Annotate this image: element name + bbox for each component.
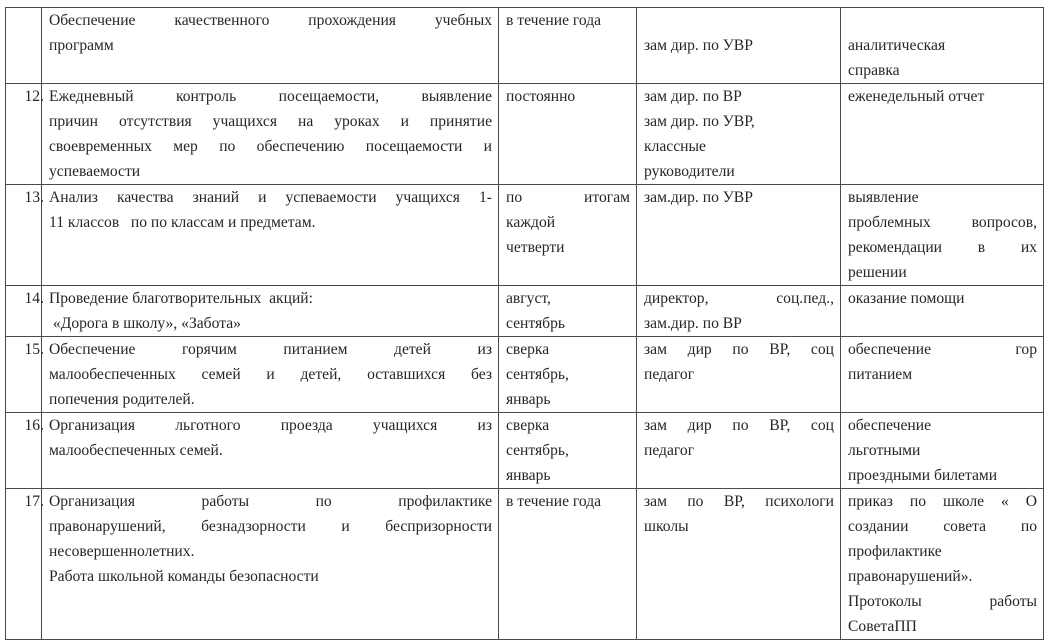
cell-text-line: справка — [848, 62, 900, 79]
cell-text-line: январь — [506, 467, 551, 484]
cell-text-line: сверка — [506, 417, 550, 434]
responsible-cell — [637, 8, 841, 84]
table-row — [6, 185, 1044, 286]
cell-text-line — [644, 8, 834, 33]
cell-text-line: малообеспеченных семей и детей, оставшихся без — [49, 366, 492, 383]
table-row — [6, 286, 1044, 337]
cell-text-line: «Дорога в школу», «Забота» — [49, 315, 241, 332]
cell-text-line: четверти — [506, 239, 565, 256]
cell-text-line: зам дир. по ВР — [644, 88, 742, 105]
cell-text-line: 11 классов по по классам и предметам. — [49, 214, 316, 231]
timing-cell — [499, 286, 637, 337]
document-page — [5, 7, 1044, 640]
cell-text-line: причин отсутствия учащихся на уроках и принятие — [49, 113, 492, 130]
row-number-cell — [6, 8, 42, 84]
table-body — [6, 8, 1044, 640]
activity-cell — [42, 489, 499, 640]
timing-cell — [499, 185, 637, 286]
cell-text-line: август, — [506, 290, 551, 307]
cell-text-line: руководители — [644, 163, 735, 180]
row-number-cell — [6, 84, 42, 185]
activity-cell — [42, 185, 499, 286]
cell-text-line: зам.дир. по ВР — [644, 315, 742, 332]
plan-table — [5, 7, 1044, 640]
cell-text-line: январь — [506, 391, 551, 408]
cell-text-line: каждой — [506, 214, 556, 231]
cell-text-line: правонарушений». — [848, 568, 973, 585]
cell-text-line: рекомендации в их — [848, 239, 1037, 256]
cell-text-line: Обеспечение горячим питанием детей из — [49, 341, 492, 358]
table-row — [6, 337, 1044, 413]
row-number-cell — [6, 185, 42, 286]
cell-text-line: Ежедневный контроль посещаемости, выявление — [49, 88, 492, 105]
cell-text-line: еженедельный отчет — [848, 88, 985, 105]
activity-cell — [42, 84, 499, 185]
cell-text-line: Обеспечение качественного прохождения учебных — [49, 12, 492, 29]
row-number: 16. — [24, 417, 44, 434]
row-number-cell — [6, 337, 42, 413]
cell-text-line: сентябрь, — [506, 366, 569, 383]
result-cell — [841, 337, 1044, 413]
result-cell — [841, 185, 1044, 286]
cell-text-line: проблемных вопросов, — [848, 214, 1037, 231]
cell-text-line: Работа школьной команды безопасности — [49, 568, 319, 585]
timing-cell — [499, 8, 637, 84]
responsible-cell — [637, 286, 841, 337]
cell-text-line — [848, 8, 1037, 33]
cell-text-line: обеспечение гор — [848, 341, 1037, 358]
cell-text-line: зам по ВР, психологи — [644, 493, 834, 510]
timing-cell — [499, 489, 637, 640]
cell-text-line: проездными билетами — [848, 467, 998, 484]
cell-text-line: сентябрь, — [506, 442, 569, 459]
row-number-cell — [6, 286, 42, 337]
cell-text-line: в течение года — [506, 12, 602, 29]
cell-text-line: Организация льготного проезда учащихся из — [49, 417, 492, 434]
responsible-cell — [637, 84, 841, 185]
timing-cell — [499, 413, 637, 489]
row-number: 13. — [24, 189, 44, 206]
row-number: 12. — [24, 88, 44, 105]
cell-text-line: Анализ качества знаний и успеваемости учащихся 1- — [49, 189, 492, 206]
cell-text-line: сентябрь — [506, 315, 566, 332]
cell-text-line: создании совета по — [848, 518, 1037, 535]
activity-cell — [42, 286, 499, 337]
cell-text-line: аналитическая — [848, 37, 946, 54]
cell-text-line: зам дир по ВР, соц — [644, 417, 834, 434]
cell-text-line: Проведение благотворительных акций: — [49, 290, 313, 307]
cell-text-line: зам.дир. по УВР — [644, 189, 753, 206]
activity-cell — [42, 8, 499, 84]
cell-text-line: педагог — [644, 442, 695, 459]
cell-text-line: программ — [49, 37, 114, 54]
result-cell — [841, 84, 1044, 185]
cell-text-line: льготными — [848, 442, 921, 459]
cell-text-line: постоянно — [506, 88, 576, 105]
cell-text-line: питанием — [848, 366, 913, 383]
result-cell — [841, 286, 1044, 337]
timing-cell — [499, 337, 637, 413]
row-number: 15. — [24, 341, 44, 358]
cell-text-line: попечения родителей. — [49, 391, 195, 408]
cell-text-line: в течение года — [506, 493, 602, 510]
cell-text-line: несовершеннолетних. — [49, 543, 195, 560]
cell-text-line: Протоколы работы — [848, 593, 1037, 610]
responsible-cell — [637, 413, 841, 489]
cell-text-line: малообеспеченных семей. — [49, 442, 223, 459]
cell-text-line: решении — [848, 264, 907, 281]
cell-text-line: приказ по школе « О — [848, 493, 1037, 510]
cell-text-line: школы — [644, 518, 689, 535]
result-cell — [841, 8, 1044, 84]
cell-text-line: обеспечение — [848, 417, 932, 434]
cell-text-line: СоветаПП — [848, 618, 917, 635]
cell-text-line: зам дир по ВР, соц — [644, 341, 834, 358]
row-number-cell — [6, 413, 42, 489]
table-row — [6, 489, 1044, 640]
row-number: 17. — [24, 493, 44, 510]
activity-cell — [42, 413, 499, 489]
row-number: 14. — [24, 290, 44, 307]
cell-text-line: директор, соц.пед., — [644, 290, 834, 307]
result-cell — [841, 413, 1044, 489]
cell-text-line: сверка — [506, 341, 550, 358]
result-cell — [841, 489, 1044, 640]
cell-text-line: зам дир. по УВР — [644, 37, 753, 54]
cell-text-line: правонарушений, безнадзорности и беспризорности — [49, 518, 492, 535]
responsible-cell — [637, 337, 841, 413]
timing-cell — [499, 84, 637, 185]
cell-text-line: классные — [644, 138, 706, 155]
cell-text-line: по итогам — [506, 189, 630, 206]
cell-text-line: Организация работы по профилактике — [49, 493, 492, 510]
cell-text-line: успеваемости — [49, 163, 141, 180]
cell-text-line: оказание помощи — [848, 290, 965, 307]
table-row — [6, 84, 1044, 185]
cell-text-line: своевременных мер по обеспечению посещаемости и — [49, 138, 492, 155]
responsible-cell — [637, 489, 841, 640]
cell-text-line: выявление — [848, 189, 919, 206]
table-row — [6, 413, 1044, 489]
table-row — [6, 8, 1044, 84]
cell-text-line: зам дир. по УВР, — [644, 113, 755, 130]
row-number-cell — [6, 489, 42, 640]
cell-text-line: педагог — [644, 366, 695, 383]
cell-text-line: профилактике — [848, 543, 942, 560]
responsible-cell — [637, 185, 841, 286]
activity-cell — [42, 337, 499, 413]
